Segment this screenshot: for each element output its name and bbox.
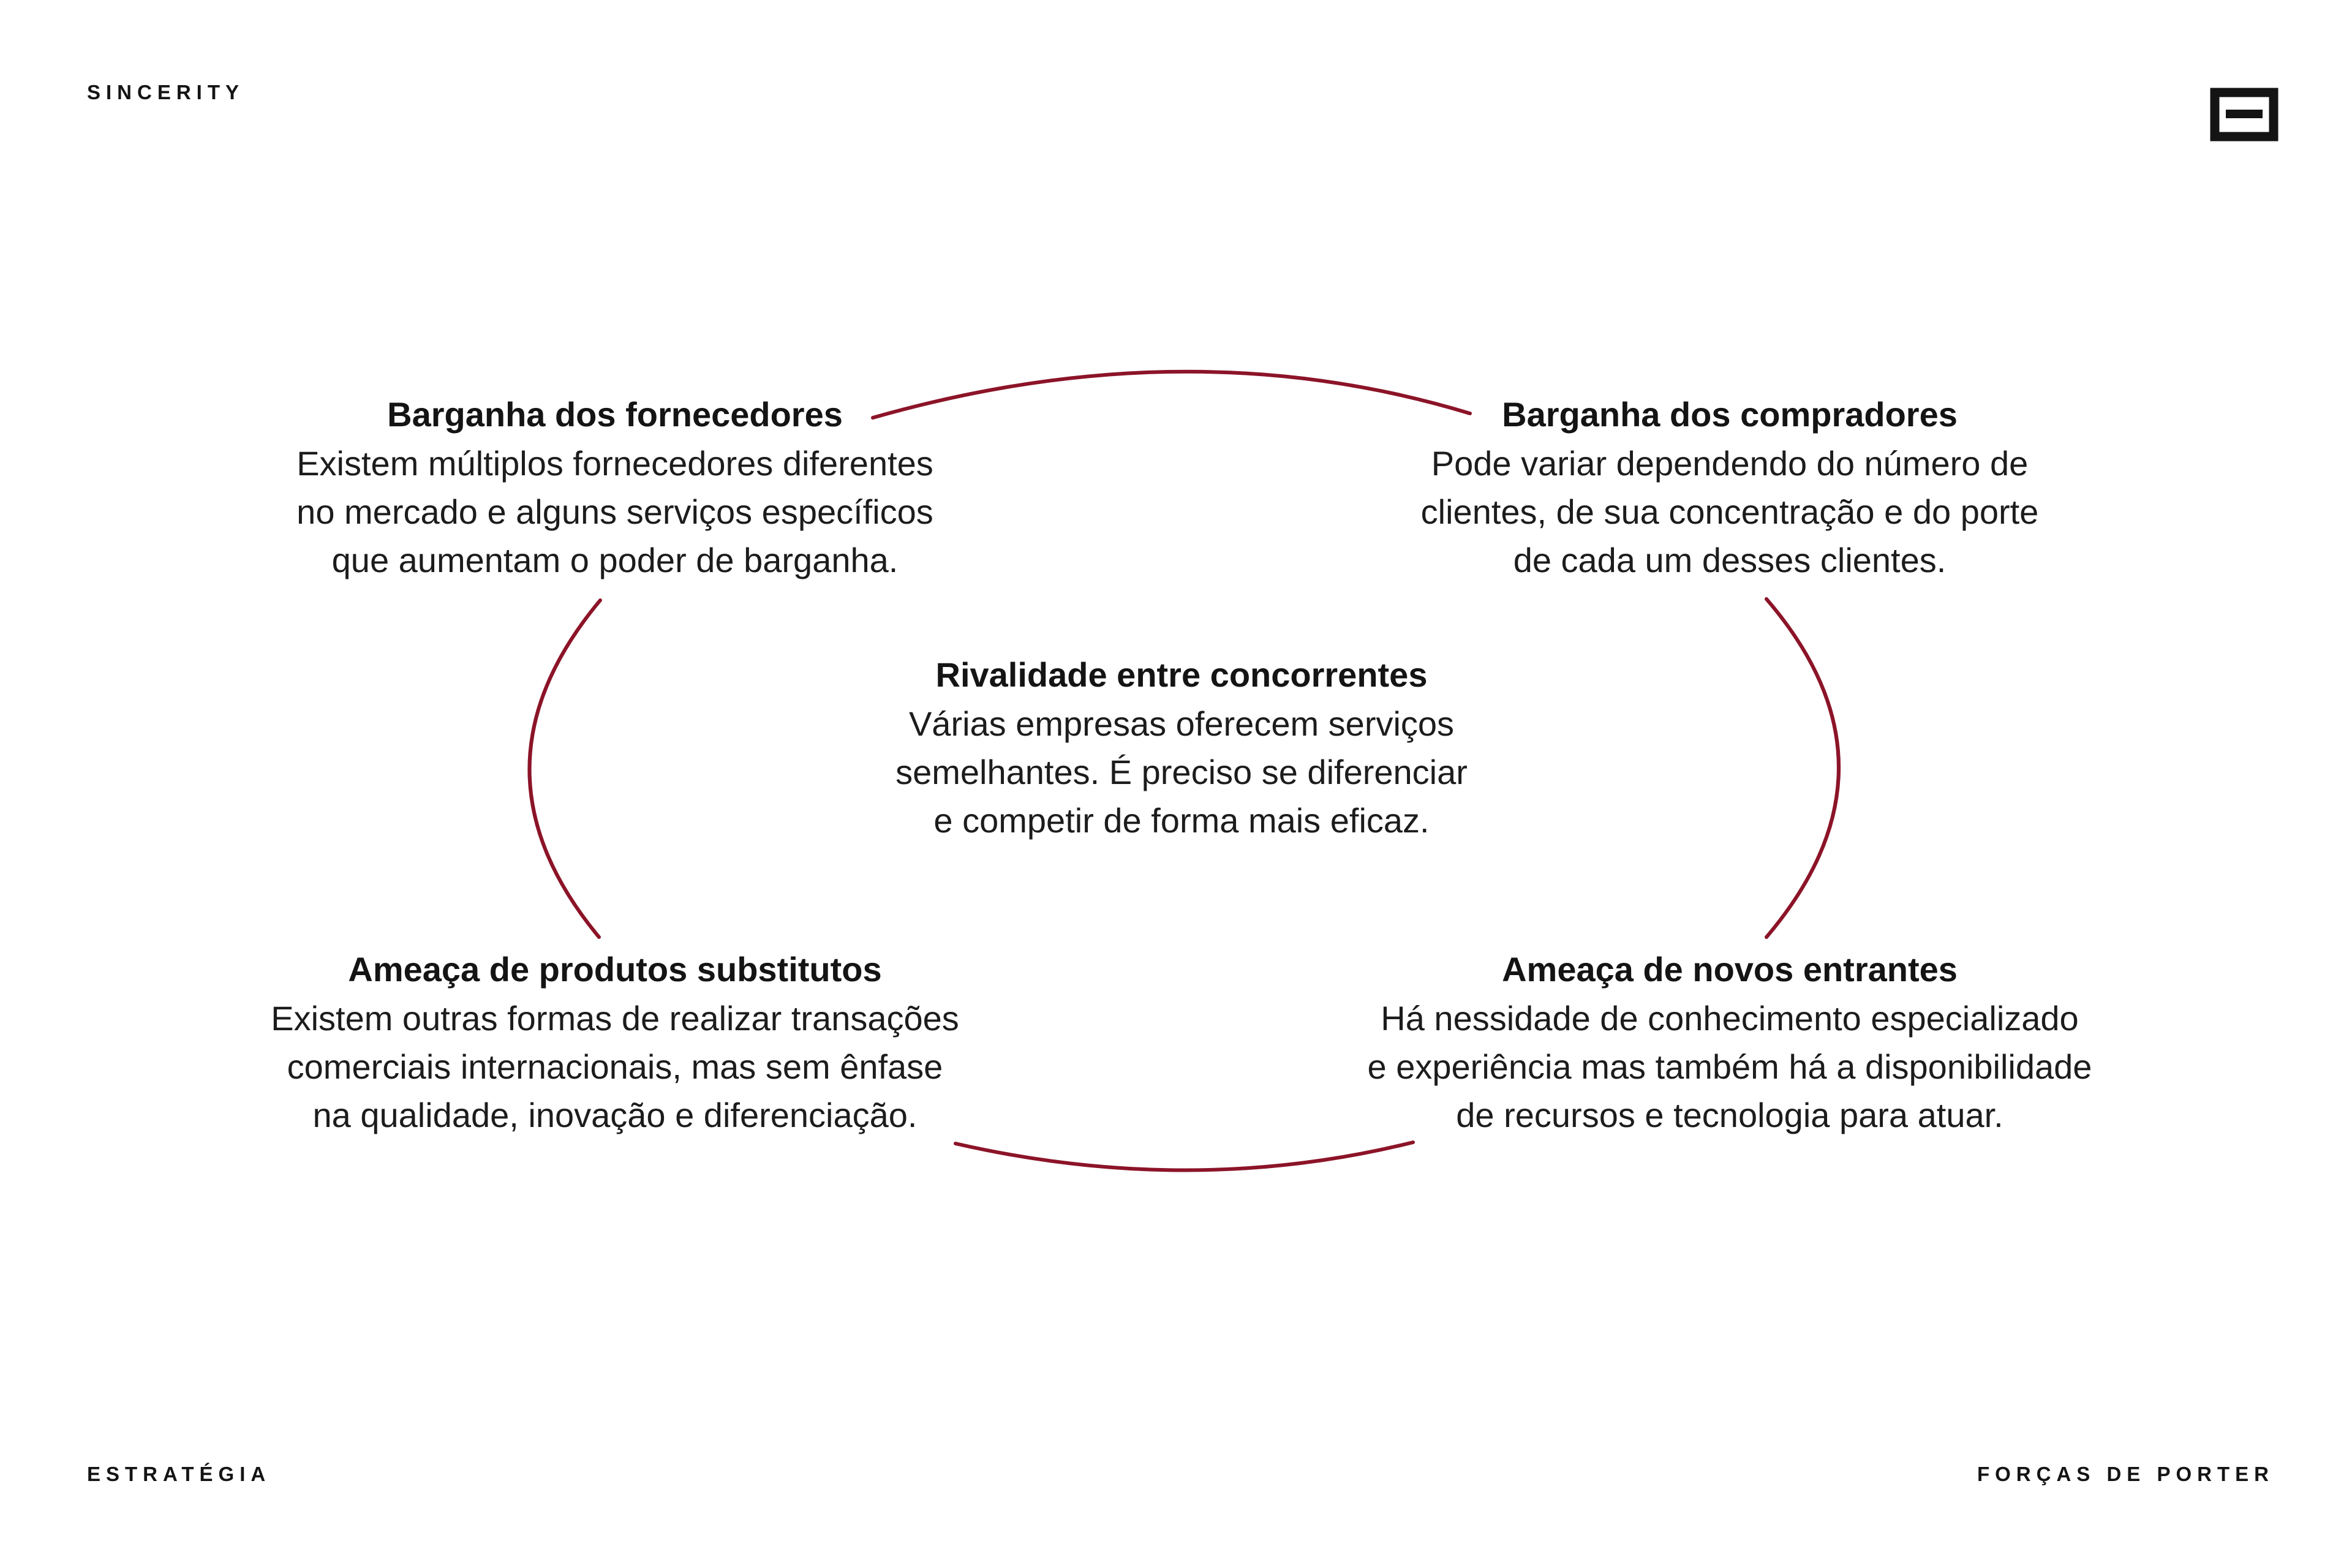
footer-section-label: ESTRATÉGIA [87,1463,271,1485]
force-description-line: comerciais internacionais, mas sem ênfase [287,1047,943,1086]
force-title: Rivalidade entre concorrentes [935,655,1428,694]
force-description-line: e competir de forma mais eficaz. [933,801,1430,840]
force-description-line: no mercado e alguns serviços específicos [296,492,933,531]
force-title: Ameaça de produtos substitutos [348,950,882,989]
force-competitive-rivalry [753,650,1610,845]
connector-right-arc [1766,599,1839,937]
force-title: Barganha dos compradores [1502,395,1958,434]
force-description-line: Existem outras formas de realizar transações [271,999,959,1038]
force-substitute-threat [186,945,1044,1139]
force-description-line: Existem múltiplos fornecedores diferentes [296,444,933,483]
connector-bottom-arc [956,1142,1413,1170]
footer-page-label: FORÇAS DE PORTER [1977,1463,2274,1485]
force-description-line: Pode variar dependendo do número de [1431,444,2029,483]
force-supplier-bargaining [186,390,1044,584]
force-description-line: clientes, de sua concentração e do porte [1420,492,2039,531]
brand-name: SINCERITY [87,81,245,104]
force-description-line: que aumentam o poder de barganha. [331,541,899,579]
force-title: Barganha dos fornecedores [387,395,843,434]
force-new-entrants-threat [1301,945,2158,1139]
force-description-line: Várias empresas oferecem serviços [908,704,1455,743]
force-title: Ameaça de novos entrantes [1502,950,1958,989]
force-description-line: semelhantes. É preciso se diferenciar [895,753,1468,791]
force-buyer-bargaining [1301,390,2158,584]
force-description-line: de recursos e tecnologia para atuar. [1456,1096,2003,1134]
force-description-line: de cada um desses clientes. [1513,541,1947,579]
force-description-line: na qualidade, inovação e diferenciação. [312,1096,918,1134]
force-description-line: e experiência mas também há a disponibilidade [1367,1047,2092,1086]
force-description-line: Há nessidade de conhecimento especializado [1381,999,2079,1038]
connector-left-arc [529,600,600,937]
